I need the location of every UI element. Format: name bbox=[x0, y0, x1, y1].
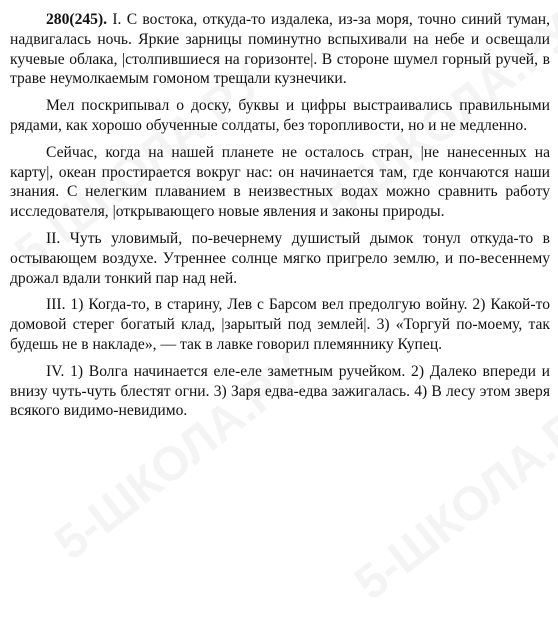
exercise-number: 280(245). bbox=[46, 11, 108, 28]
paragraph-1 bbox=[10, 10, 550, 89]
exercise-text bbox=[10, 10, 550, 428]
paragraph-4: II. Чуть уловимый, по-вечернему душистый дымок тонул откуда-то в остывающем воздухе. Утреннее солнце мягко пригрело землю, и по-весеннему дрожал вдали тонкий пар над ней. bbox=[10, 229, 550, 287]
paragraph-1-text: I. С востока, откуда-то издалека, из-за моря, точно синий туман, надвигалась ночь. Яркие зарницы поминутно вспыхивали на небе и освещали кучевые облака, |столпившиеся на горизонте|. В стороне шумел горный ручей, в траве неумолкаемым гомоном трещали кузнечики. bbox=[10, 11, 550, 88]
paragraph-3: Сейчас, когда на нашей планете не осталось стран, |не нанесенных на карту|, океан простирается вокруг нас: он начинается там, где кончаются наши знания. С нелегким плаванием в неизвестных водах можно сравнить работу исследователя, |открывающего новые явления и законы природы. bbox=[10, 143, 550, 221]
paragraph-2: Мел поскрипывал о доску, буквы и цифры выстраивались правильными рядами, как хорошо обученные солдаты, без торопливости, но и не медленно. bbox=[10, 97, 550, 134]
paragraph-6: IV. 1) Волга начинается еле-еле заметным ручейком. 2) Далеко впереди и внизу чуть-чуть блестят огни. 3) Заря едва-едва зажигалась. 4) В лесу этом зверя всякого видимо-невидимо. bbox=[10, 362, 550, 420]
paragraph-5: III. 1) Когда-то, в старину, Лев с Барсом вел предолгую войну. 2) Какой-то домовой стерег богатый клад, |зарытый под землей|. 3) «Торгуй по-моему, так будешь не в накладе», — так в лавке говорил племяннику Купец. bbox=[10, 296, 550, 353]
